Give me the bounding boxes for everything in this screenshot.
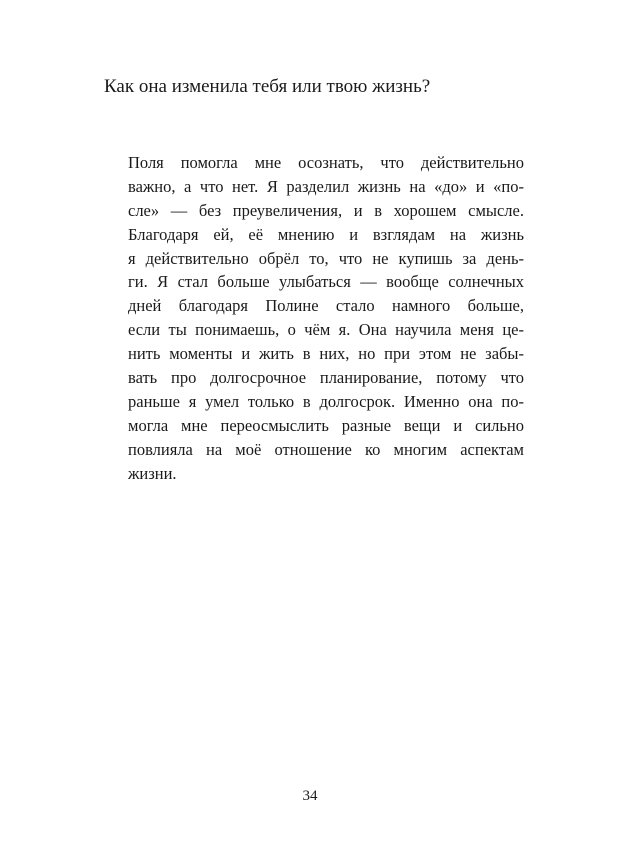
answer-line: сле» — без преувеличения, и в хорошем смысле. — [128, 200, 524, 220]
question-heading: Как она изменила тебя или твою жизнь? — [104, 76, 431, 97]
answer-line: повлияла на моё отношение ко многим аспектам — [128, 439, 524, 459]
answer-line: если ты понимаешь, о чём я. Она научила меня це- — [128, 320, 524, 340]
answer-line: Благодаря ей, её мнению и взглядам на жизнь — [128, 224, 524, 244]
answer-line: раньше я умел только в долгосрок. Именно она по- — [128, 391, 524, 411]
answer-line: дней благодаря Полине стало намного больше, — [128, 296, 524, 316]
answer-line: жизни. — [128, 463, 177, 483]
answer-line: я действительно обрёл то, что не купишь за день- — [128, 248, 524, 268]
answer-line: Поля помогла мне осознать, что действительно — [128, 153, 524, 172]
answer-line: важно, а что нет. Я разделил жизнь на «до» и «по- — [128, 176, 524, 196]
answer-paragraph — [128, 151, 524, 485]
answer-line: могла мне переосмыслить разные вещи и сильно — [128, 415, 524, 435]
answer-line: нить моменты и жить в них, но при этом не забы- — [128, 344, 524, 364]
page-number: 34 — [302, 788, 318, 804]
answer-line: вать про долгосрочное планирование, потому что — [128, 368, 524, 388]
answer-line: ги. Я стал больше улыбаться — вообще солнечных — [128, 272, 524, 292]
